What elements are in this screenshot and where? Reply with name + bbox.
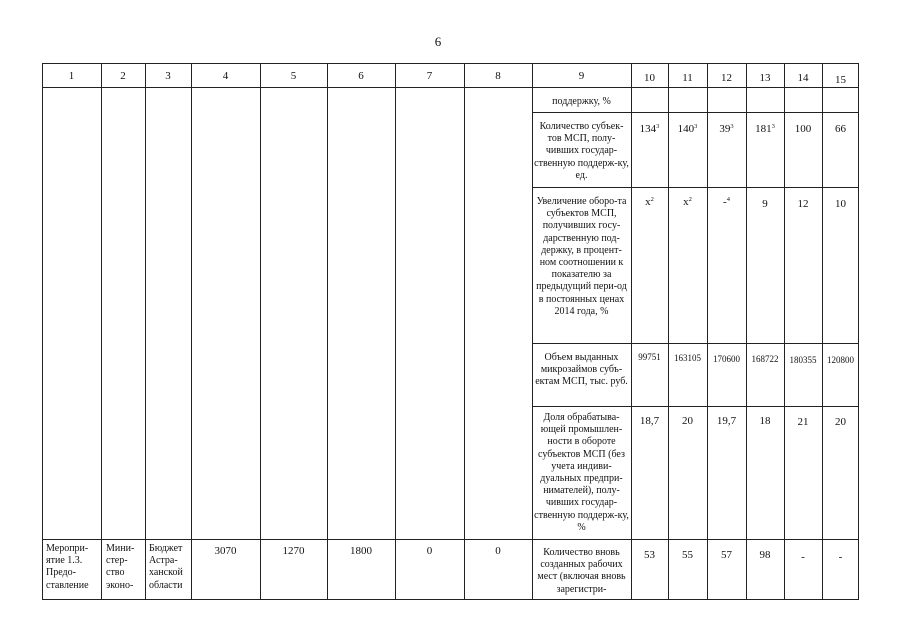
value-cell: -$^4$ <box>723 196 730 208</box>
value-cell: $х^2$ <box>683 196 692 208</box>
row-divider <box>42 539 859 540</box>
row-divider <box>532 343 859 344</box>
column-divider <box>784 63 785 600</box>
value-cell: - <box>838 551 843 563</box>
column-header: 4 <box>222 70 229 82</box>
value-cell: $х^2$ <box>645 196 654 208</box>
funding-value: 1800 <box>350 545 372 557</box>
column-header: 9 <box>578 70 585 82</box>
indicator-cell: Объем выданных микрозаймов субъ-ектам МСП, тыс. руб. <box>535 352 628 388</box>
value-cell: 99751 <box>638 352 661 362</box>
value-cell: 100 <box>794 123 812 135</box>
value-cell: $134^3$ <box>639 123 660 135</box>
column-header: 8 <box>495 70 501 82</box>
column-divider <box>101 63 102 600</box>
value-cell: 180355 <box>789 355 817 365</box>
value-cell: $140^3$ <box>677 123 698 135</box>
column-divider <box>260 63 261 600</box>
value-cell: 18 <box>759 415 771 427</box>
column-divider <box>327 63 328 600</box>
value-cell: 20 <box>682 415 693 427</box>
value-cell: 120800 <box>827 355 854 365</box>
column-divider <box>822 63 823 600</box>
column-header: 6 <box>358 70 364 82</box>
column-divider <box>191 63 192 600</box>
indicator-continued: поддержку, % <box>552 96 611 107</box>
value-cell: 9 <box>762 198 768 210</box>
value-cell: 170600 <box>713 354 740 364</box>
indicators-table <box>42 63 859 600</box>
column-header: 2 <box>120 70 126 82</box>
row-divider <box>532 112 859 113</box>
column-divider <box>395 63 396 600</box>
column-header: 15 <box>835 74 846 86</box>
value-cell: 21 <box>797 416 809 428</box>
value-cell: 18,7 <box>639 415 660 427</box>
value-cell: 20 <box>835 416 846 428</box>
value-cell: 66 <box>835 123 846 135</box>
funding-value: 0 <box>426 545 433 557</box>
column-header: 12 <box>721 72 732 84</box>
header-row-divider <box>42 87 859 88</box>
value-cell: $39^3$ <box>719 123 734 135</box>
value-cell: - <box>801 551 805 563</box>
column-header: 5 <box>290 70 297 82</box>
column-header: 11 <box>682 72 693 84</box>
column-header: 13 <box>759 72 771 84</box>
funding-value: 0 <box>495 545 501 557</box>
value-cell: 163105 <box>674 353 701 363</box>
column-divider <box>464 63 465 600</box>
measure-executor: Мини-стер-ство эконо- <box>106 543 135 591</box>
value-cell: 19,7 <box>716 415 737 427</box>
value-cell: 55 <box>682 549 693 561</box>
value-cell: 12 <box>797 198 809 210</box>
value-cell: 53 <box>644 549 655 561</box>
funding-total: 3070 <box>214 545 237 557</box>
column-divider <box>145 63 146 600</box>
funding-value: 1270 <box>282 545 305 557</box>
column-divider <box>631 63 632 600</box>
indicator-cell: Доля обрабатыва-ющей промышлен-ности в обороте субъектов МСП (без учета индиви-дуальных предпри-нимателей), полу-чивших государ-ственную поддерж-ку, % <box>534 412 629 533</box>
column-divider <box>707 63 708 600</box>
column-header: 7 <box>426 70 433 82</box>
column-header: 10 <box>644 72 655 84</box>
row-divider <box>532 406 859 407</box>
measure-name: Меропри-ятие 1.3. Предо-ставление <box>46 543 89 591</box>
column-divider <box>746 63 747 600</box>
column-header: 14 <box>797 72 809 84</box>
column-divider <box>668 63 669 600</box>
indicator-cell: Количество субъек-тов МСП, полу-чивших государ-ственную поддерж-ку, ед. <box>534 121 629 181</box>
funding-source: Бюджет Астра-ханской области <box>149 543 183 591</box>
value-cell: 10 <box>835 198 846 210</box>
indicator-cell: Количество вновь созданных рабочих мест (включая вновь зарегистри- <box>537 547 626 595</box>
value-cell: $181^3$ <box>755 123 775 135</box>
value-cell: 57 <box>721 549 732 561</box>
value-cell: 98 <box>759 549 771 561</box>
indicator-cell: Увеличение оборо-та субъектов МСП, получивших госу-дарственную под-держку, в процент-ном соотношении к показателю за предыдущий пери-од в постоянных ценах 2014 года, % <box>536 196 627 317</box>
value-cell: 168722 <box>751 354 779 364</box>
page-number: 6 <box>434 34 442 49</box>
column-header: 3 <box>165 70 171 82</box>
column-header: 1 <box>68 70 75 82</box>
row-divider <box>532 187 859 188</box>
